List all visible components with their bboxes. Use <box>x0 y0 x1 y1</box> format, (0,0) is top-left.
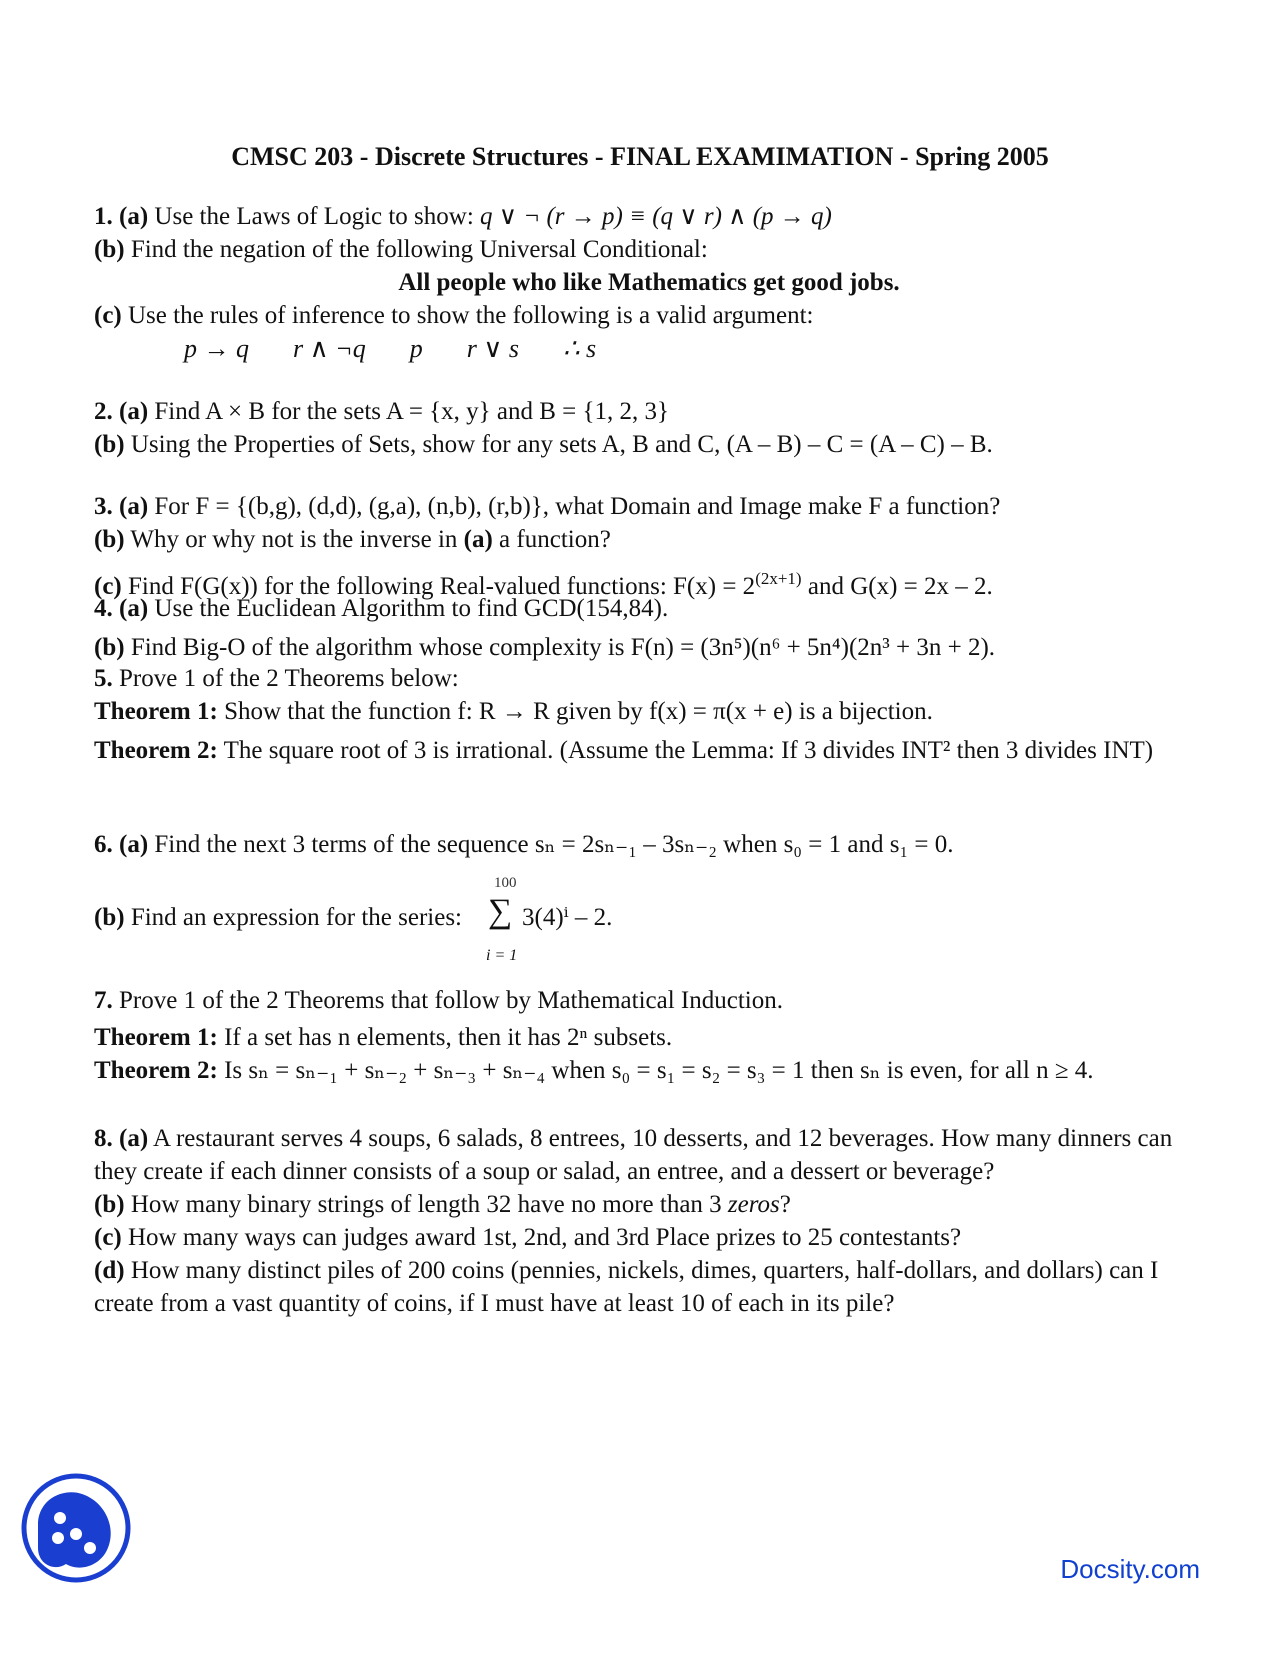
q6-part-a: 6. (a) Find the next 3 terms of the sequence sₙ = 2sₙ₋₁ – 3sₙ₋₂ when s₀ = 1 and s₁ = 0. <box>94 831 954 858</box>
sum-body: 3(4)ⁱ – 2. <box>522 904 613 931</box>
q6-part-b: (b) Find an expression for the series: 100 ∑ 3(4)ⁱ – 2. i = 1 <box>94 867 1204 963</box>
q1-part-b: (b) Find the negation of the following Universal Conditional: <box>94 236 708 263</box>
question-8 <box>94 1122 1204 1320</box>
q1-part-a: 1. (a) Use the Laws of Logic to show: q ∨ ¬ (r → p) ≡ (q ∨ r) ∧ (p → q) <box>94 203 832 230</box>
question-5 <box>94 662 1204 767</box>
conclusion: ∴ s <box>562 334 597 363</box>
premise: p <box>409 334 423 363</box>
q2-part-a: 2. (a) Find A × B for the sets A = {x, y} and B = {1, 2, 3} <box>94 398 670 425</box>
q5-theorem-2: Theorem 2: The square root of 3 is irrational. (Assume the Lemma: If 3 divides INT² then 3 divides INT) <box>94 737 1154 764</box>
question-4 <box>94 592 1204 664</box>
q8-part-c: (c) How many ways can judges award 1st, 2nd, and 3rd Place prizes to 25 contestants? <box>94 1224 962 1251</box>
q7-theorem-1: Theorem 1: If a set has n elements, then it has 2ⁿ subsets. <box>94 1024 673 1051</box>
q2-part-b: (b) Using the Properties of Sets, show for any sets A, B and C, (A – B) – C = (A – C) – B. <box>94 431 993 458</box>
sum-lower-limit: i = 1 <box>486 947 518 964</box>
q4-part-a: 4. (a) Use the Euclidean Algorithm to find GCD(154,84). <box>94 595 669 622</box>
docsity-brand-link[interactable]: Docsity.com <box>1060 1554 1200 1584</box>
q3-part-b: (b) Why or why not is the inverse in (a) a function? <box>94 526 611 553</box>
sum-upper-limit: 100 <box>494 875 517 891</box>
q7-intro: 7. Prove 1 of the 2 Theorems that follow by Mathematical Induction. <box>94 987 783 1014</box>
premise: r ∨ s <box>466 334 519 363</box>
q8-part-a: 8. (a) A restaurant serves 4 soups, 6 salads, 8 entrees, 10 desserts, and 12 beverages. How many dinners can they create if each dinner consists of a soup or salad, an entree, and a dessert or beverage? <box>94 1125 1173 1185</box>
page-title: CMSC 203 - Discrete Structures - FINAL EXAMIMATION - Spring 2005 <box>231 142 1049 171</box>
question-1 <box>94 200 1204 365</box>
q8-part-d: (d) How many distinct piles of 200 coins (pennies, nickels, dimes, quarters, half-dollars, and dollars) can I create from a vast quantity of coins, if I must have at least 10 of each in its pile? <box>94 1257 1159 1317</box>
docsity-logo-icon <box>20 1472 132 1584</box>
q5-intro: 5. Prove 1 of the 2 Theorems below: <box>94 665 459 692</box>
sigma-icon: ∑ <box>488 893 513 930</box>
question-3 <box>94 490 1204 603</box>
q3-part-c: (c) Find F(G(x)) for the following Real-valued functions: $F(x) = 2^{(2x+1)}$ and G(x) = 2x – 2. <box>94 569 993 600</box>
q1-premises <box>94 332 1204 365</box>
q1-statement: All people who like Mathematics get good jobs. <box>398 269 900 296</box>
question-6 <box>94 828 1204 963</box>
q8-part-b: (b) How many binary strings of length 32 have no more than 3 zeros? <box>94 1191 791 1218</box>
q3-part-a: 3. (a) For F = {(b,g), (d,d), (g,a), (n,b), (r,b)}, what Domain and Image make F a function? <box>94 493 1001 520</box>
q1-part-c: (c) Use the rules of inference to show the following is a valid argument: <box>94 302 814 329</box>
question-2 <box>94 395 1204 461</box>
question-7 <box>94 984 1204 1087</box>
q1-expression: q ∨ ¬ (r → p) ≡ (q ∨ r) ∧ (p → q) <box>480 203 832 230</box>
q5-theorem-1: Theorem 1: Show that the function f: R → R given by f(x) = π(x + e) is a bijection. <box>94 698 933 725</box>
premise: p → q <box>184 334 249 363</box>
premise: r ∧ ¬q <box>293 334 366 363</box>
q4-part-b: (b) Find Big-O of the algorithm whose complexity is F(n) = (3n⁵)(n⁶ + 5n⁴)(2n³ + 3n + 2). <box>94 634 996 661</box>
q7-theorem-2: Theorem 2: Is sₙ = sₙ₋₁ + sₙ₋₂ + sₙ₋₃ + sₙ₋₄ when s₀ = s₁ = s₂ = s₃ = 1 then sₙ is even, for all n ≥ 4. <box>94 1057 1094 1084</box>
